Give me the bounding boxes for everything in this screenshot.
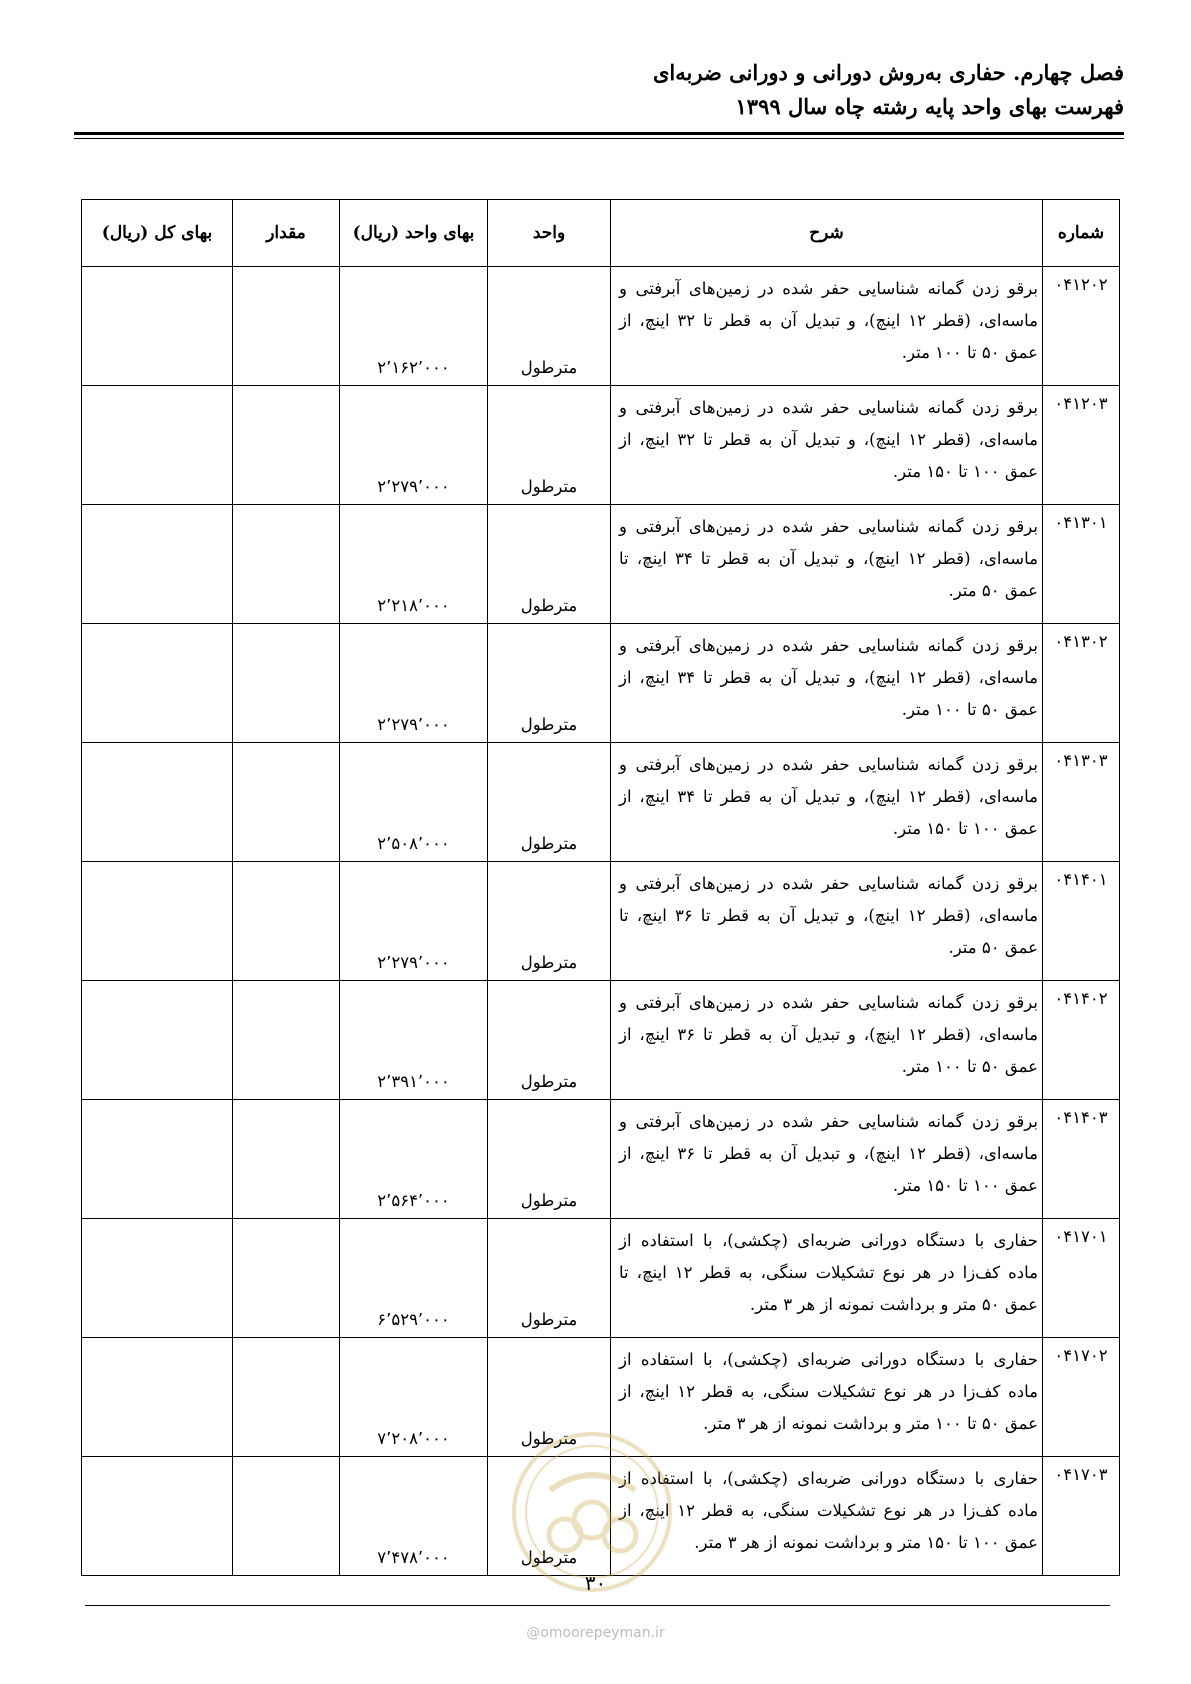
item-total-price xyxy=(82,624,233,743)
item-quantity xyxy=(233,1338,340,1457)
price-list-table xyxy=(81,199,1120,1576)
item-unit-price: ۶٬۵۲۹٬۰۰۰ xyxy=(340,1219,488,1338)
item-number: ۰۴۱۴۰۱ xyxy=(1043,862,1120,981)
item-unit-price: ۲٬۱۶۲٬۰۰۰ xyxy=(340,267,488,386)
item-unit: مترطول xyxy=(488,624,611,743)
column-header-unit-price: بهای واحد (ریال) xyxy=(340,200,488,267)
footer-rule xyxy=(85,1605,1110,1606)
table-row xyxy=(82,505,1120,624)
column-header-quantity: مقدار xyxy=(233,200,340,267)
item-description: برقو زدن گمانه شناسایی حفر شده در زمین‌های آبرفتی و ماسه‌ای، (قطر ۱۲ اینچ)، و تبدیل آن به قطر تا ۳۴ اینچ، از عمق ۱۰۰ تا ۱۵۰ متر. xyxy=(611,743,1043,862)
item-total-price xyxy=(82,1338,233,1457)
item-quantity xyxy=(233,1100,340,1219)
item-unit-price: ۲٬۲۷۹٬۰۰۰ xyxy=(340,862,488,981)
item-quantity xyxy=(233,386,340,505)
table-row xyxy=(82,624,1120,743)
item-number: ۰۴۱۷۰۳ xyxy=(1043,1457,1120,1576)
item-unit-price: ۲٬۳۹۱٬۰۰۰ xyxy=(340,981,488,1100)
item-description: برقو زدن گمانه شناسایی حفر شده در زمین‌های آبرفتی و ماسه‌ای، (قطر ۱۲ اینچ)، و تبدیل آن به قطر تا ۳۶ اینچ، از عمق ۵۰ تا ۱۰۰ متر. xyxy=(611,981,1043,1100)
table-header-row xyxy=(82,200,1120,267)
item-total-price xyxy=(82,981,233,1100)
item-description: برقو زدن گمانه شناسایی حفر شده در زمین‌های آبرفتی و ماسه‌ای، (قطر ۱۲ اینچ)، و تبدیل آن به قطر تا ۳۶ اینچ، تا عمق ۵۰ متر. xyxy=(611,862,1043,981)
column-header-description: شرح xyxy=(611,200,1043,267)
item-unit: مترطول xyxy=(488,743,611,862)
item-total-price xyxy=(82,1100,233,1219)
item-unit: مترطول xyxy=(488,267,611,386)
item-unit: مترطول xyxy=(488,1457,611,1576)
item-number: ۰۴۱۷۰۱ xyxy=(1043,1219,1120,1338)
item-number: ۰۴۱۲۰۳ xyxy=(1043,386,1120,505)
table-row xyxy=(82,1219,1120,1338)
item-description: برقو زدن گمانه شناسایی حفر شده در زمین‌های آبرفتی و ماسه‌ای، (قطر ۱۲ اینچ)، و تبدیل آن به قطر تا ۳۴ اینچ، تا عمق ۵۰ متر. xyxy=(611,505,1043,624)
item-quantity xyxy=(233,505,340,624)
item-unit-price: ۲٬۲۱۸٬۰۰۰ xyxy=(340,505,488,624)
list-title: فهرست بهای واحد پایه رشته چاه سال ۱۳۹۹ xyxy=(735,94,1124,119)
table-row xyxy=(82,981,1120,1100)
item-description: برقو زدن گمانه شناسایی حفر شده در زمین‌های آبرفتی و ماسه‌ای، (قطر ۱۲ اینچ)، و تبدیل آن به قطر تا ۳۲ اینچ، از عمق ۵۰ تا ۱۰۰ متر. xyxy=(611,267,1043,386)
item-number: ۰۴۱۳۰۲ xyxy=(1043,624,1120,743)
item-number: ۰۴۱۳۰۱ xyxy=(1043,505,1120,624)
header-rule-thick xyxy=(74,132,1124,135)
item-number: ۰۴۱۴۰۲ xyxy=(1043,981,1120,1100)
item-unit-price: ۷٬۲۰۸٬۰۰۰ xyxy=(340,1338,488,1457)
item-unit: مترطول xyxy=(488,981,611,1100)
item-quantity xyxy=(233,1457,340,1576)
item-total-price xyxy=(82,1219,233,1338)
item-description: برقو زدن گمانه شناسایی حفر شده در زمین‌های آبرفتی و ماسه‌ای، (قطر ۱۲ اینچ)، و تبدیل آن به قطر تا ۳۲ اینچ، از عمق ۱۰۰ تا ۱۵۰ متر. xyxy=(611,386,1043,505)
item-unit-price: ۷٬۴۷۸٬۰۰۰ xyxy=(340,1457,488,1576)
item-description: حفاری با دستگاه دورانی ضربه‌ای (چکشی)، با استفاده از ماده کف‌زا در هر نوع تشکیلات سنگی، به قطر ۱۲ اینچ، از عمق ۵۰ تا ۱۰۰ متر و برداشت نمونه از هر ۳ متر. xyxy=(611,1338,1043,1457)
item-number: ۰۴۱۷۰۲ xyxy=(1043,1338,1120,1457)
item-total-price xyxy=(82,743,233,862)
item-quantity xyxy=(233,862,340,981)
item-unit: مترطول xyxy=(488,862,611,981)
item-description: برقو زدن گمانه شناسایی حفر شده در زمین‌های آبرفتی و ماسه‌ای، (قطر ۱۲ اینچ)، و تبدیل آن به قطر تا ۳۴ اینچ، از عمق ۵۰ تا ۱۰۰ متر. xyxy=(611,624,1043,743)
item-unit: مترطول xyxy=(488,1100,611,1219)
table-row xyxy=(82,743,1120,862)
item-unit: مترطول xyxy=(488,386,611,505)
item-unit-price: ۲٬۵۰۸٬۰۰۰ xyxy=(340,743,488,862)
item-unit-price: ۲٬۲۷۹٬۰۰۰ xyxy=(340,386,488,505)
column-header-unit: واحد xyxy=(488,200,611,267)
table-row xyxy=(82,1338,1120,1457)
item-total-price xyxy=(82,505,233,624)
item-unit-price: ۲٬۲۷۹٬۰۰۰ xyxy=(340,624,488,743)
item-number: ۰۴۱۴۰۳ xyxy=(1043,1100,1120,1219)
item-quantity xyxy=(233,1219,340,1338)
watermark-site: @omoorepeyman.ir xyxy=(526,1625,665,1641)
table-row xyxy=(82,862,1120,981)
item-unit: مترطول xyxy=(488,1338,611,1457)
column-header-total-price: بهای کل (ریال) xyxy=(82,200,233,267)
header-rule-thin xyxy=(74,138,1124,139)
item-number: ۰۴۱۲۰۲ xyxy=(1043,267,1120,386)
table-row xyxy=(82,1457,1120,1576)
item-total-price xyxy=(82,862,233,981)
table-row xyxy=(82,1100,1120,1219)
item-quantity xyxy=(233,267,340,386)
item-unit: مترطول xyxy=(488,505,611,624)
chapter-title: فصل چهارم. حفاری به‌روش دورانی و دورانی ضربه‌ای xyxy=(652,60,1124,85)
table-row xyxy=(82,267,1120,386)
table-row xyxy=(82,386,1120,505)
item-description: حفاری با دستگاه دورانی ضربه‌ای (چکشی)، با استفاده از ماده کف‌زا در هر نوع تشکیلات سنگی، به قطر ۱۲ اینچ، تا عمق ۵۰ متر و برداشت نمونه از هر ۳ متر. xyxy=(611,1219,1043,1338)
item-unit-price: ۲٬۵۶۴٬۰۰۰ xyxy=(340,1100,488,1219)
item-number: ۰۴۱۳۰۳ xyxy=(1043,743,1120,862)
item-description: حفاری با دستگاه دورانی ضربه‌ای (چکشی)، با استفاده از ماده کف‌زا در هر نوع تشکیلات سنگی، به قطر ۱۲ اینچ، از عمق ۱۰۰ تا ۱۵۰ متر و برداشت نمونه از هر ۳ متر. xyxy=(611,1457,1043,1576)
item-quantity xyxy=(233,981,340,1100)
item-quantity xyxy=(233,743,340,862)
item-unit: مترطول xyxy=(488,1219,611,1338)
item-description: برقو زدن گمانه شناسایی حفر شده در زمین‌های آبرفتی و ماسه‌ای، (قطر ۱۲ اینچ)، و تبدیل آن به قطر تا ۳۶ اینچ، از عمق ۱۰۰ تا ۱۵۰ متر. xyxy=(611,1100,1043,1219)
column-header-number: شماره xyxy=(1043,200,1120,267)
item-total-price xyxy=(82,386,233,505)
item-quantity xyxy=(233,624,340,743)
page-number: ۳۰ xyxy=(584,1571,607,1595)
item-total-price xyxy=(82,267,233,386)
item-total-price xyxy=(82,1457,233,1576)
page-header xyxy=(74,56,1124,124)
